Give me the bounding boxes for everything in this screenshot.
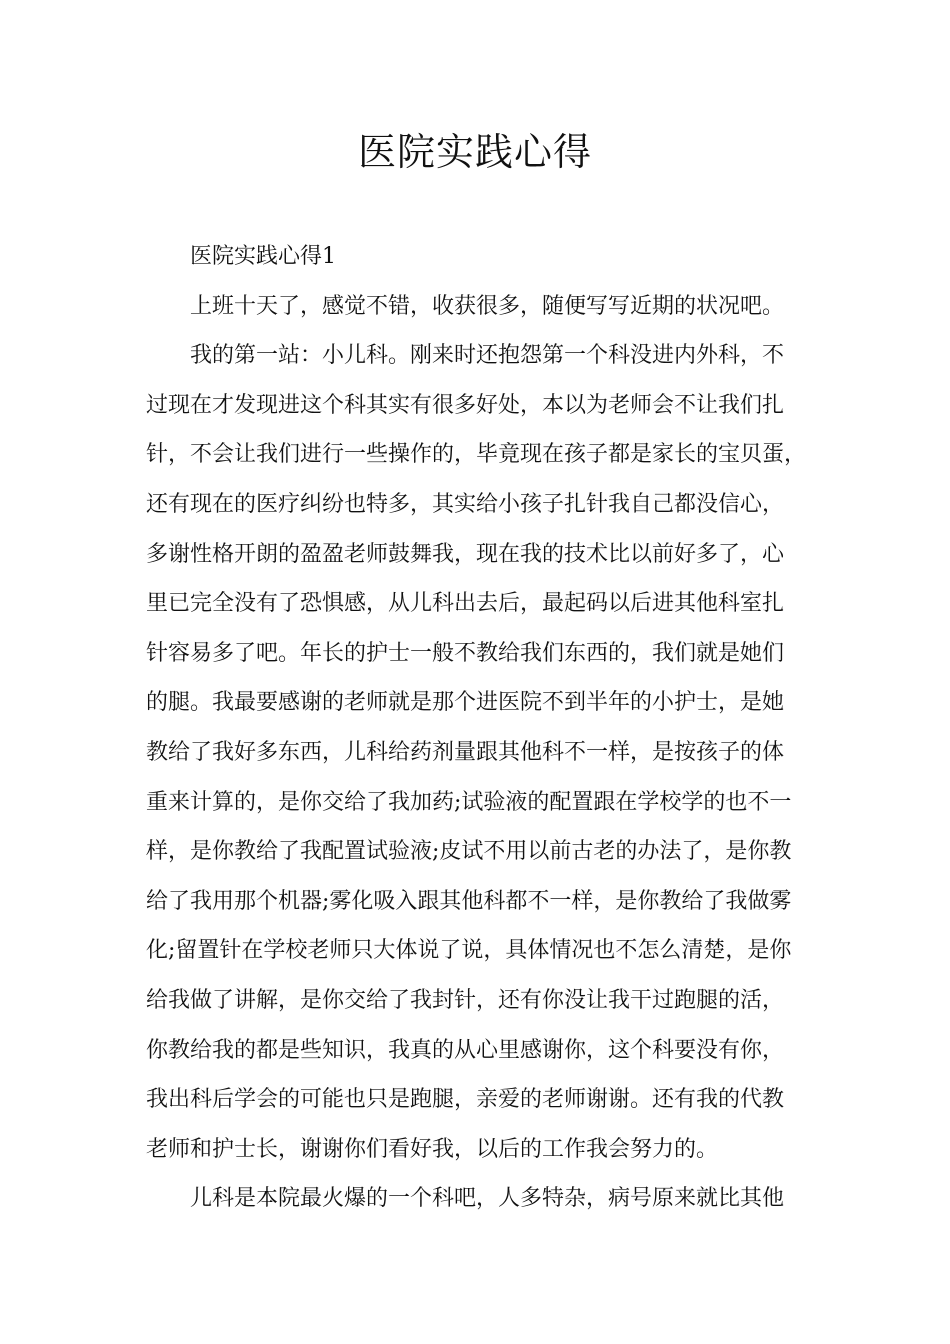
text-line: 多谢性格开朗的盈盈老师鼓舞我，现在我的技术比以前好多了，心	[146, 541, 785, 567]
text-line: 针，不会让我们进行一些操作的，毕竟现在孩子都是家长的宝贝蛋，	[146, 442, 807, 468]
text-line: 里已完全没有了恐惧感，从儿科出去后，最起码以后进其他科室扎	[146, 591, 785, 617]
text-line: 还有现在的医疗纠纷也特多，其实给小孩子扎针我自己都没信心，	[146, 491, 785, 517]
text-line: 你教给我的都是些知识，我真的从心里感谢你，这个科要没有你，	[146, 1037, 785, 1063]
text-line: 化;留置针在学校老师只大体说了说，具体情况也不怎么清楚，是你	[146, 938, 792, 964]
text-line: 的腿。我最要感谢的老师就是那个进医院不到半年的小护士，是她	[146, 690, 785, 716]
text-line: 教给了我好多东西，儿科给药剂量跟其他科不一样，是按孩子的体	[146, 739, 785, 765]
text-line: 给我做了讲解，是你交给了我封针，还有你没让我干过跑腿的活，	[146, 987, 785, 1013]
text-line: 儿科是本院最火爆的一个科吧，人多特杂，病号原来就比其他	[190, 1186, 785, 1212]
text-line: 过现在才发现进这个科其实有很多好处，本以为老师会不让我们扎	[146, 392, 785, 418]
text-line: 我出科后学会的可能也只是跑腿，亲爱的老师谢谢。还有我的代教	[146, 1087, 785, 1113]
document-body	[146, 232, 816, 1224]
text-line: 老师和护士长，谢谢你们看好我，以后的工作我会努力的。	[146, 1136, 719, 1162]
text-line: 我的第一站：小儿科。刚来时还抱怨第一个科没进内外科，不	[190, 343, 785, 369]
text-line: 上班十天了，感觉不错，收获很多，随便写写近期的状况吧。	[190, 293, 785, 319]
text-line: 医院实践心得1	[190, 244, 336, 269]
text-line: 样，是你教给了我配置试验液;皮试不用以前古老的办法了，是你教	[146, 839, 792, 865]
text-line: 给了我用那个机器;雾化吸入跟其他科都不一样，是你教给了我做雾	[146, 888, 792, 914]
text-line: 重来计算的，是你交给了我加药;试验液的配置跟在学校学的也不一	[146, 789, 792, 815]
document-title: 医院实践心得	[357, 130, 592, 174]
text-line: 针容易多了吧。年长的护士一般不教给我们东西的，我们就是她们	[146, 640, 785, 666]
